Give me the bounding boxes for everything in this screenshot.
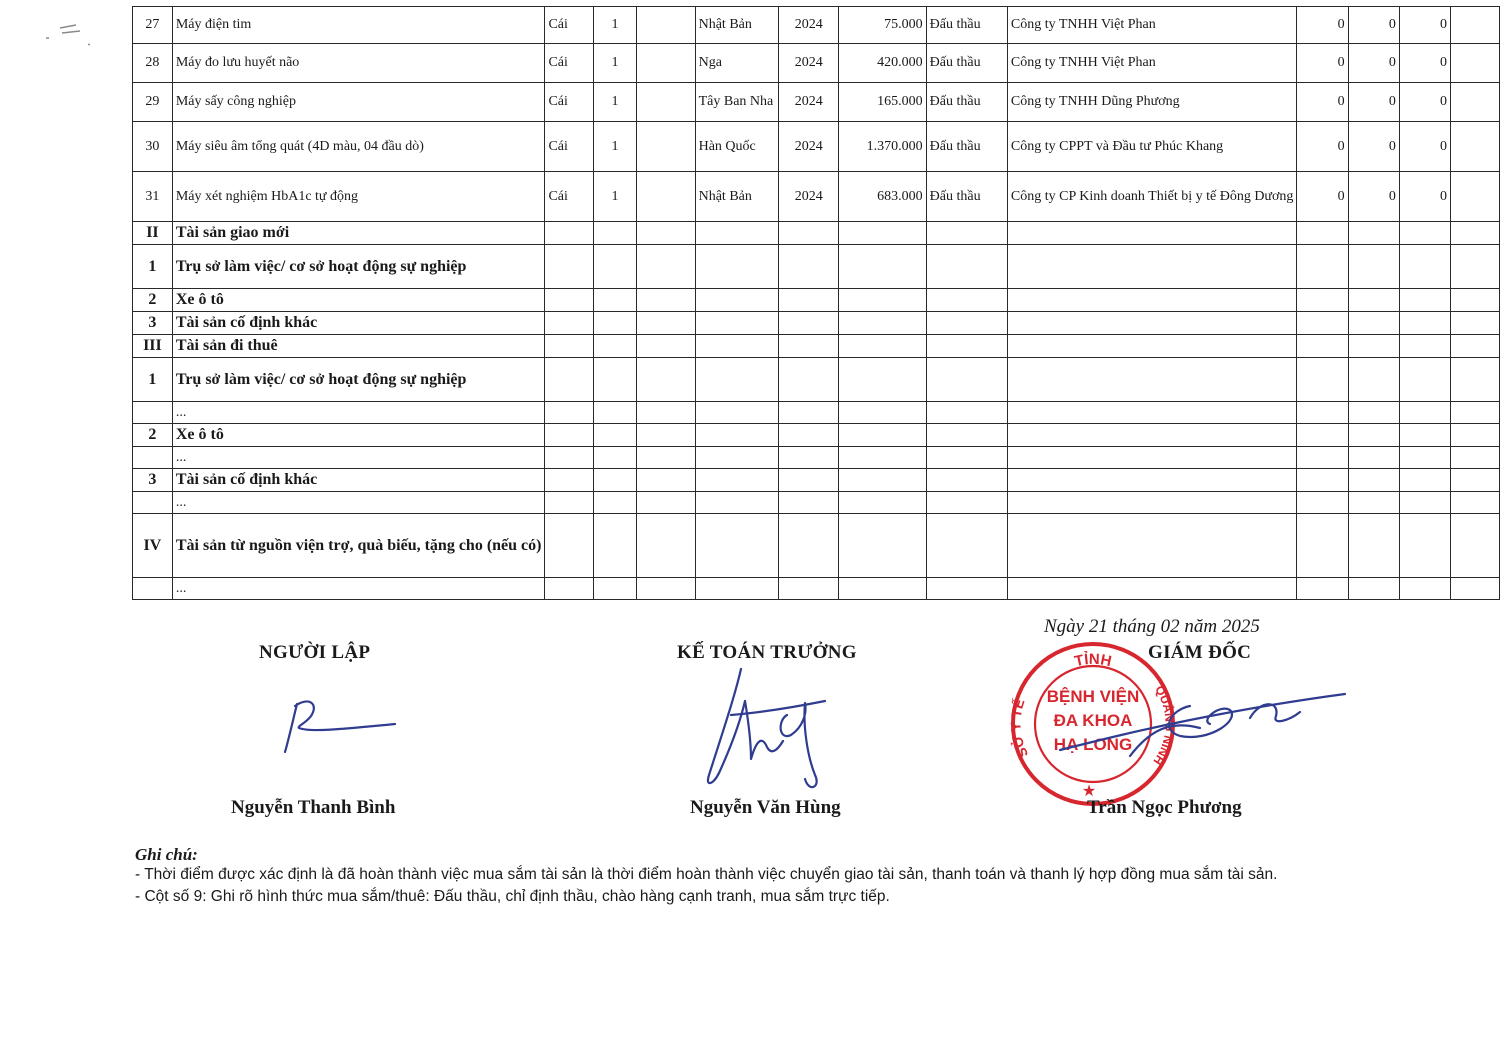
section-row bbox=[133, 514, 1500, 578]
section-stt: 3 bbox=[133, 312, 173, 335]
section-name: Tài sản cố định khác bbox=[172, 469, 545, 492]
asset-qty: 1 bbox=[593, 7, 637, 44]
section-row bbox=[133, 245, 1500, 289]
value-col-2: 0 bbox=[1348, 44, 1399, 83]
scan-artifact-mark bbox=[40, 14, 100, 54]
asset-value: 420.000 bbox=[839, 44, 927, 83]
purchase-method: Đấu thầu bbox=[926, 83, 1007, 122]
ellipsis-text: ... bbox=[172, 492, 545, 514]
asset-unit: Cái bbox=[545, 7, 593, 44]
accountant-name: Nguyễn Văn Hùng bbox=[690, 797, 841, 818]
section-name: Tài sản đi thuê bbox=[172, 335, 545, 358]
stamp-line-1: BỆNH VIỆN bbox=[1046, 687, 1140, 706]
asset-value: 1.370.000 bbox=[839, 122, 927, 172]
asset-unit: Cái bbox=[545, 122, 593, 172]
supplier: Công ty TNHH Dũng Phương bbox=[1007, 83, 1297, 122]
section-stt: 1 bbox=[133, 358, 173, 402]
note-line-2: - Cột số 9: Ghi rõ hình thức mua sắm/thuê: Đấu thầu, chỉ định thầu, chào hàng cạnh tranh, mua sắm trực tiếp. bbox=[135, 888, 890, 905]
section-stt: 2 bbox=[133, 289, 173, 312]
row-stt: 28 bbox=[133, 44, 173, 83]
asset-year: 2024 bbox=[779, 7, 839, 44]
asset-value: 165.000 bbox=[839, 83, 927, 122]
section-name: Trụ sở làm việc/ cơ sở hoạt động sự nghiệp bbox=[172, 358, 545, 402]
preparer-name: Nguyễn Thanh Bình bbox=[231, 797, 396, 818]
value-col-2: 0 bbox=[1348, 172, 1399, 222]
value-col-2: 0 bbox=[1348, 122, 1399, 172]
asset-table bbox=[132, 6, 1500, 600]
value-col-3: 0 bbox=[1399, 122, 1450, 172]
asset-qty: 1 bbox=[593, 83, 637, 122]
table-row bbox=[133, 122, 1500, 172]
asset-origin: Hàn Quốc bbox=[695, 122, 779, 172]
notes-heading: Ghi chú: bbox=[135, 845, 198, 864]
supplier: Công ty TNHH Việt Phan bbox=[1007, 44, 1297, 83]
value-col-3: 0 bbox=[1399, 7, 1450, 44]
value-col-2: 0 bbox=[1348, 7, 1399, 44]
stamp-right-text: QUẢNG NINH bbox=[1150, 683, 1177, 768]
table-row bbox=[133, 44, 1500, 83]
asset-year: 2024 bbox=[779, 83, 839, 122]
placeholder-row bbox=[133, 492, 1500, 514]
ellipsis-text: ... bbox=[172, 578, 545, 600]
section-row bbox=[133, 358, 1500, 402]
row-stt: 31 bbox=[133, 172, 173, 222]
asset-origin: Nhật Bản bbox=[695, 172, 779, 222]
section-row bbox=[133, 222, 1500, 245]
supplier: Công ty CPPT và Đầu tư Phúc Khang bbox=[1007, 122, 1297, 172]
preparer-signature bbox=[275, 690, 405, 760]
section-stt: IV bbox=[133, 514, 173, 578]
signing-date: Ngày 21 tháng 02 năm 2025 bbox=[1044, 616, 1260, 637]
note-line-1: - Thời điểm được xác định là đã hoàn thành việc mua sắm tài sản là thời điểm hoàn thành việc chuyển giao tài sản, thanh toán và thanh lý hợp đồng mua sắm tài sản. bbox=[135, 866, 1278, 883]
section-stt: 1 bbox=[133, 245, 173, 289]
table-row bbox=[133, 172, 1500, 222]
ellipsis-text: ... bbox=[172, 402, 545, 424]
section-row bbox=[133, 335, 1500, 358]
section-name: Tài sản giao mới bbox=[172, 222, 545, 245]
value-col-3: 0 bbox=[1399, 83, 1450, 122]
asset-origin: Nga bbox=[695, 44, 779, 83]
section-stt: 3 bbox=[133, 469, 173, 492]
accountant-signature bbox=[695, 655, 855, 795]
asset-name: Máy đo lưu huyết não bbox=[172, 44, 545, 83]
value-col-1: 0 bbox=[1297, 44, 1348, 83]
value-col-2: 0 bbox=[1348, 83, 1399, 122]
asset-unit: Cái bbox=[545, 83, 593, 122]
section-name: Xe ô tô bbox=[172, 424, 545, 447]
value-col-1: 0 bbox=[1297, 172, 1348, 222]
asset-qty: 1 bbox=[593, 172, 637, 222]
asset-origin: Nhật Bản bbox=[695, 7, 779, 44]
table-row bbox=[133, 83, 1500, 122]
section-stt: 2 bbox=[133, 424, 173, 447]
stamp-top-text: TỈNH bbox=[1072, 650, 1113, 671]
value-col-1: 0 bbox=[1297, 7, 1348, 44]
preparer-title: NGƯỜI LẬP bbox=[259, 642, 371, 663]
row-stt: 30 bbox=[133, 122, 173, 172]
section-name: Tài sản từ nguồn viện trợ, quà biếu, tặng cho (nếu có) bbox=[172, 514, 545, 578]
director-signature bbox=[1040, 680, 1360, 780]
stamp-line-2: ĐA KHOA bbox=[1053, 711, 1133, 730]
value-col-3: 0 bbox=[1399, 172, 1450, 222]
asset-unit: Cái bbox=[545, 44, 593, 83]
stamp-star-icon: ★ bbox=[1081, 783, 1097, 800]
placeholder-row bbox=[133, 578, 1500, 600]
section-stt: II bbox=[133, 222, 173, 245]
purchase-method: Đấu thầu bbox=[926, 122, 1007, 172]
stamp-line-3: HẠ LONG bbox=[1053, 735, 1133, 754]
asset-name: Máy xét nghiệm HbA1c tự động bbox=[172, 172, 545, 222]
ellipsis-text: ... bbox=[172, 447, 545, 469]
accountant-title: KẾ TOÁN TRƯỞNG bbox=[677, 642, 857, 663]
asset-name: Máy siêu âm tổng quát (4D màu, 04 đầu dò) bbox=[172, 122, 545, 172]
value-col-1: 0 bbox=[1297, 122, 1348, 172]
section-row bbox=[133, 424, 1500, 447]
section-name: Xe ô tô bbox=[172, 289, 545, 312]
section-stt: III bbox=[133, 335, 173, 358]
section-name: Trụ sở làm việc/ cơ sở hoạt động sự nghiệp bbox=[172, 245, 545, 289]
supplier: Công ty CP Kinh doanh Thiết bị y tế Đông Dương bbox=[1007, 172, 1297, 222]
supplier: Công ty TNHH Việt Phan bbox=[1007, 7, 1297, 44]
placeholder-row bbox=[133, 402, 1500, 424]
purchase-method: Đấu thầu bbox=[926, 7, 1007, 44]
section-row bbox=[133, 469, 1500, 492]
value-col-1: 0 bbox=[1297, 83, 1348, 122]
value-col-3: 0 bbox=[1399, 44, 1450, 83]
director-name: Trần Ngọc Phương bbox=[1087, 797, 1242, 818]
asset-origin: Tây Ban Nha bbox=[695, 83, 779, 122]
asset-year: 2024 bbox=[779, 122, 839, 172]
asset-name: Máy điện tim bbox=[172, 7, 545, 44]
asset-year: 2024 bbox=[779, 172, 839, 222]
asset-year: 2024 bbox=[779, 44, 839, 83]
asset-qty: 1 bbox=[593, 44, 637, 83]
section-name: Tài sản cố định khác bbox=[172, 312, 545, 335]
row-stt: 29 bbox=[133, 83, 173, 122]
section-row bbox=[133, 289, 1500, 312]
asset-name: Máy sấy công nghiệp bbox=[172, 83, 545, 122]
placeholder-row bbox=[133, 447, 1500, 469]
row-stt: 27 bbox=[133, 7, 173, 44]
table-row bbox=[133, 7, 1500, 44]
director-title: GIÁM ĐỐC bbox=[1148, 642, 1252, 663]
asset-value: 683.000 bbox=[839, 172, 927, 222]
asset-unit: Cái bbox=[545, 172, 593, 222]
section-row bbox=[133, 312, 1500, 335]
asset-qty: 1 bbox=[593, 122, 637, 172]
asset-value: 75.000 bbox=[839, 7, 927, 44]
purchase-method: Đấu thầu bbox=[926, 172, 1007, 222]
purchase-method: Đấu thầu bbox=[926, 44, 1007, 83]
stamp-left-text: SỞ Y TẾ bbox=[1007, 696, 1032, 761]
